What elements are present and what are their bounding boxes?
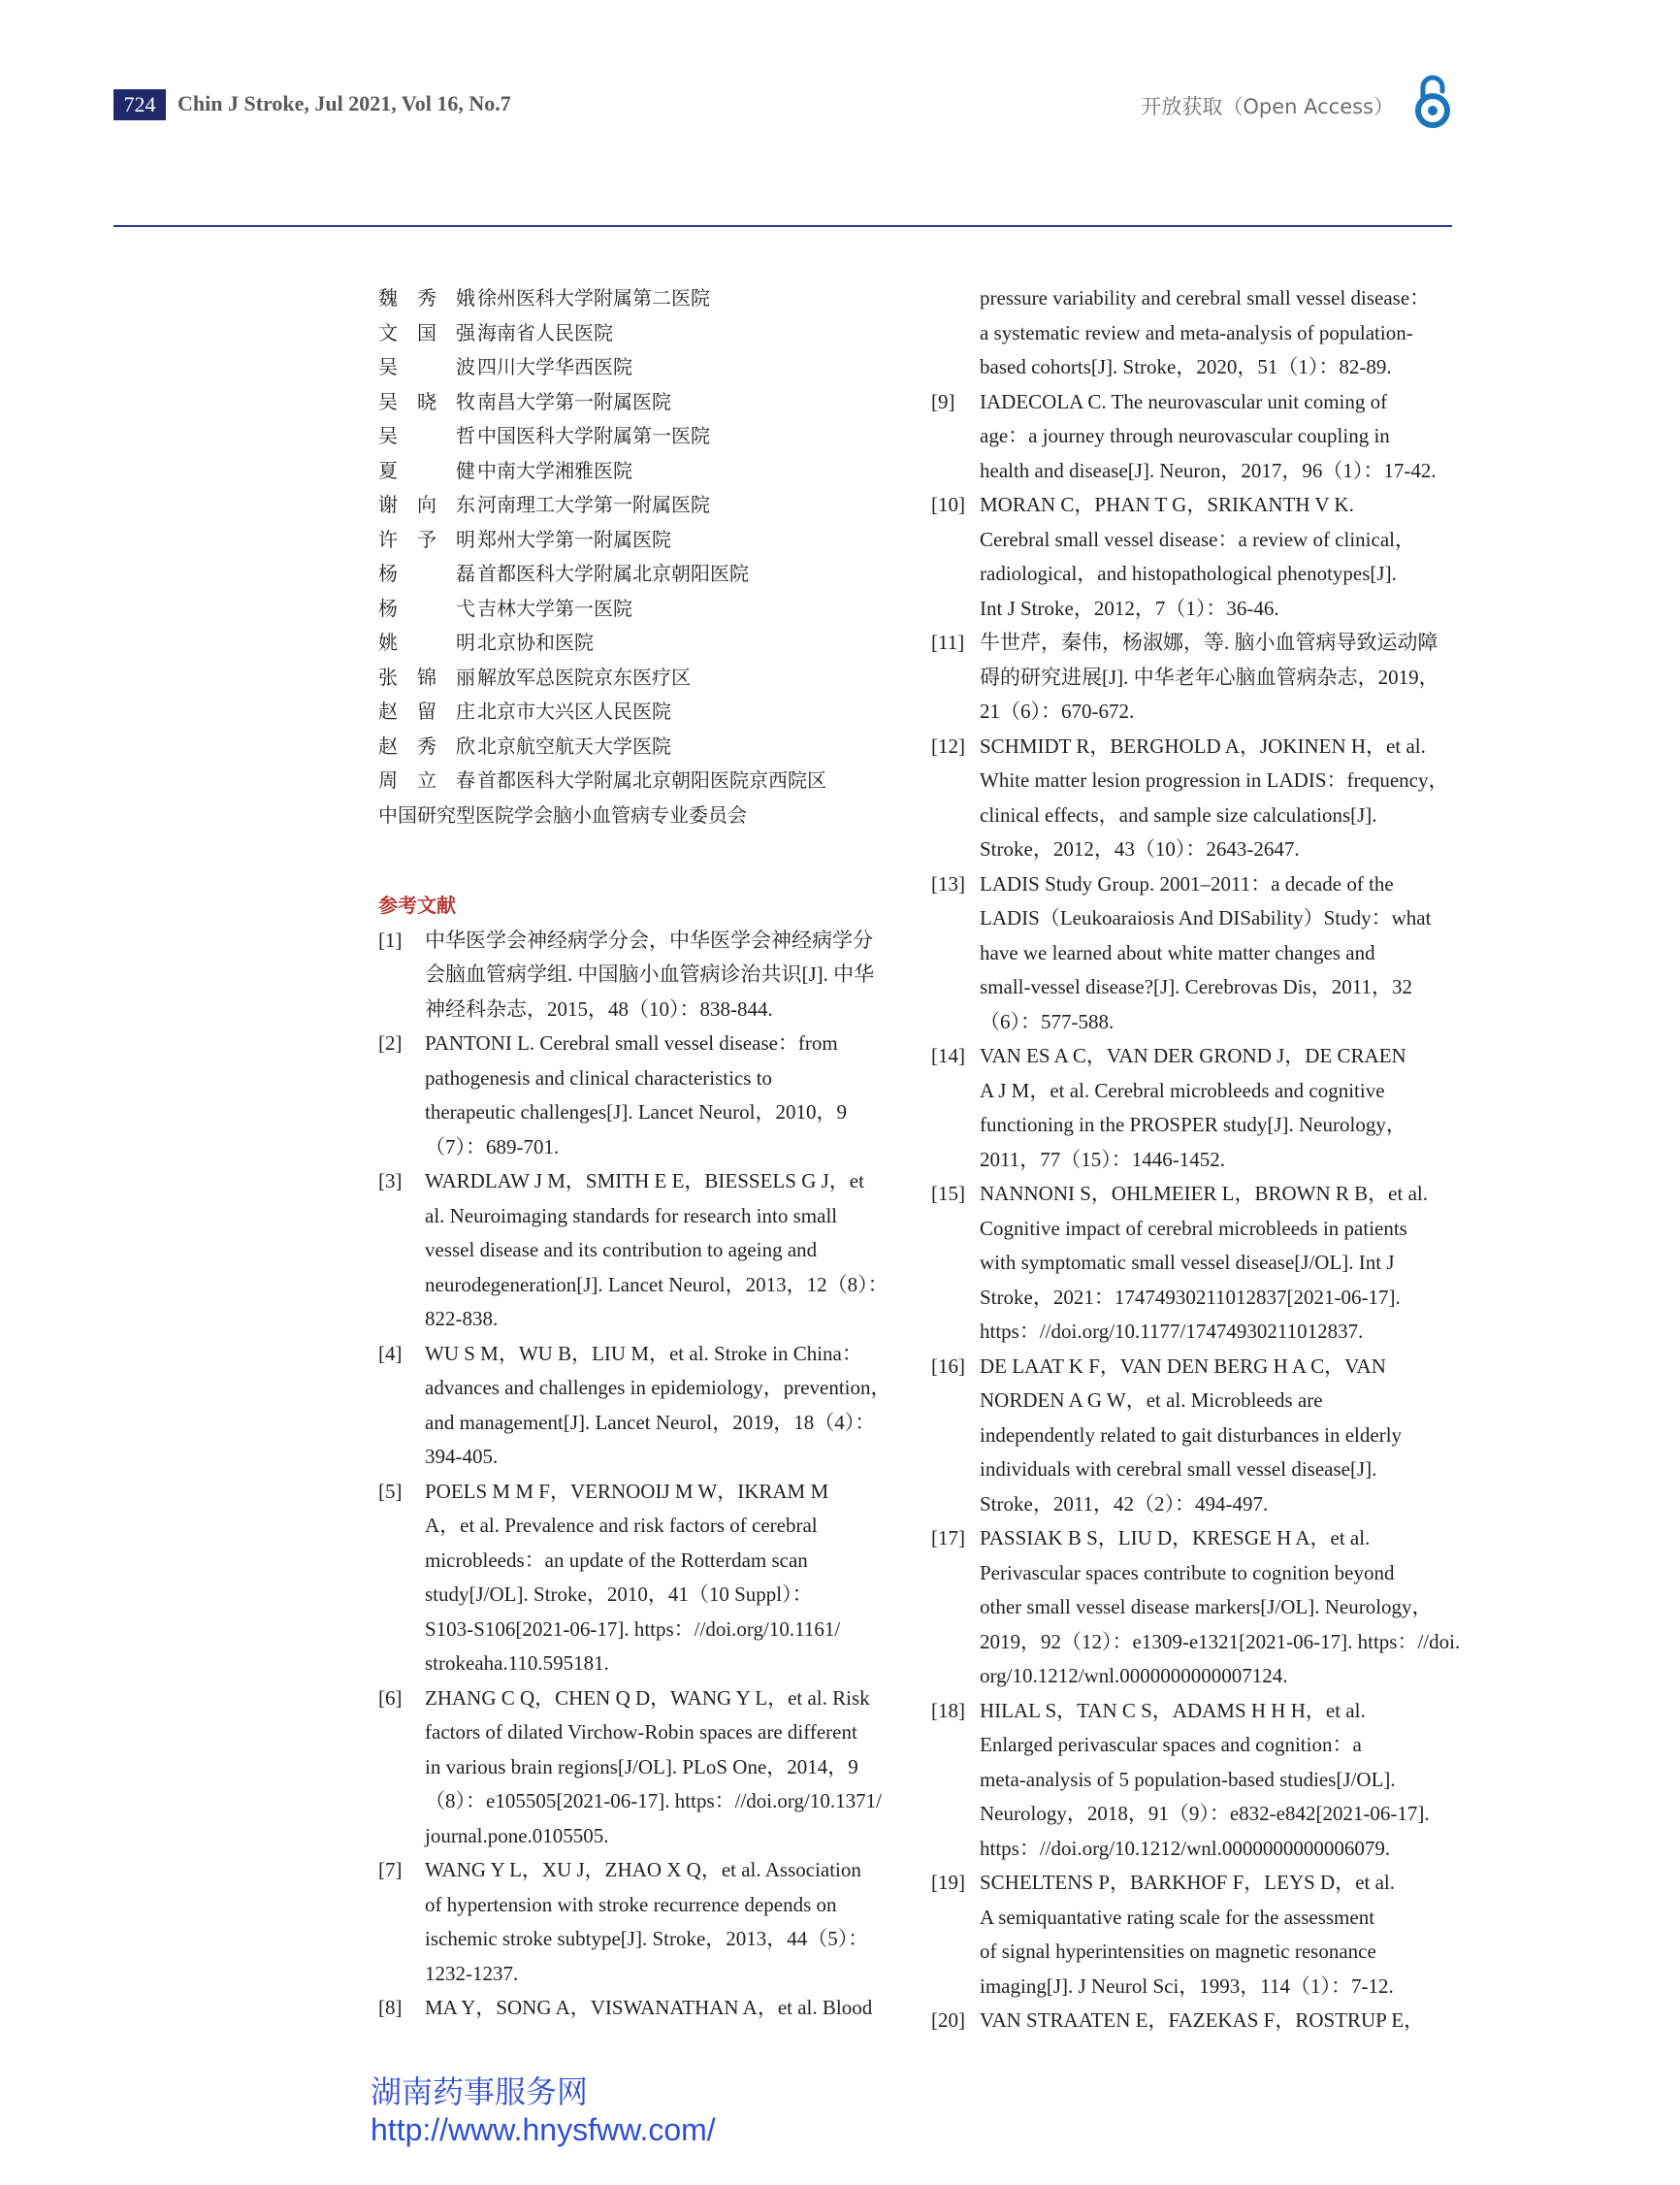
reference-line: 2011，77（15）：1446-1452.: [980, 1147, 1225, 1171]
reference-line: individuals with cerebral small vessel disease[J].: [980, 1457, 1377, 1481]
reference-line: LADIS Study Group. 2001–2011：a decade of the: [980, 871, 1394, 896]
reference-item: [378, 1027, 921, 1164]
reference-item: [378, 924, 921, 1027]
reference-line: 1232-1237.: [425, 1961, 519, 1985]
reference-item: [931, 1039, 1455, 1177]
reference-line: https：//doi.org/10.1177/17474930211012837.: [980, 1320, 1364, 1343]
reference-item: [378, 1337, 921, 1475]
reference-item: [378, 1681, 921, 1854]
reference-number: [18]: [931, 1698, 965, 1722]
journal-citation: Chin J Stroke, Jul 2021, Vol 16, No.7: [178, 91, 511, 115]
committee-member: [378, 661, 921, 696]
reference-number: [16]: [931, 1353, 965, 1378]
committee-member: [378, 419, 921, 454]
reference-list-right: [931, 385, 1461, 2038]
reference-line: meta-analysis of 5 population-based studies[J/OL].: [980, 1767, 1396, 1791]
reference-text: [980, 385, 1455, 489]
page-header: [113, 85, 1452, 124]
reference-line: Stroke，2021：17474930211012837[2021-06-17].: [980, 1285, 1401, 1309]
reference-item: [931, 1177, 1455, 1350]
reference-line: advances and challenges in epidemiology，prevention，: [425, 1376, 891, 1399]
reference-number: [6]: [378, 1685, 403, 1710]
reference-text: [980, 1039, 1455, 1177]
header-rule: [113, 225, 1452, 227]
reference-list-left: [378, 924, 921, 2026]
reference-line: age：a journey through neurovascular coupling in: [980, 424, 1390, 447]
reference-line: 822-838.: [425, 1307, 499, 1330]
member-name: 许予明: [378, 527, 475, 551]
watermark-url[interactable]: http://www.hnysfww.com/: [371, 2112, 716, 2147]
reference-text: [980, 1866, 1455, 2004]
member-affiliation: 中国医科大学附属第一医院: [477, 424, 710, 447]
reference-number: [19]: [931, 1871, 965, 1894]
reference-line: White matter lesion progression in LADIS：frequency，: [980, 768, 1449, 792]
reference-line: Stroke，2012，43（10）：2643-2647.: [980, 837, 1300, 861]
reference-line: journal.pone.0105505.: [425, 1823, 609, 1847]
reference-line: WANG Y L，XU J，ZHAO X Q，et al. Association: [425, 1858, 861, 1881]
member-name: 吴 波: [378, 355, 475, 378]
reference-item: [931, 385, 1455, 489]
reference-item: [931, 1521, 1461, 1694]
reference-text: [425, 1337, 921, 1475]
reference-line: MORAN C，PHAN T G，SRIKANTH V K.: [980, 493, 1354, 516]
reference-text: [980, 2004, 1455, 2038]
reference-text: [425, 1681, 921, 1854]
reference-text: [425, 1164, 921, 1337]
member-affiliation: 首都医科大学附属北京朝阳医院: [477, 562, 749, 585]
reference-line: A semiquantative rating scale for the assessment: [980, 1905, 1375, 1929]
reference-item: [378, 1475, 921, 1681]
reference-number: [13]: [931, 871, 965, 896]
member-name: 赵秀欣: [378, 734, 475, 758]
reference-item: [931, 730, 1455, 867]
references-heading: 参考文献: [378, 894, 456, 917]
reference-item: [378, 1853, 921, 1991]
reference-item: [931, 1866, 1455, 2004]
left-column: [378, 281, 921, 2026]
reference-line: small-vessel disease?[J]. Cerebrovas Dis，2011，32: [980, 975, 1412, 998]
member-affiliation: 海南省人民医院: [477, 320, 613, 344]
reference-line: NORDEN A G W，et al. Microbleeds are: [980, 1388, 1323, 1412]
reference-line: Neurology，2018，91（9）：e832-e842[2021-06-17].: [980, 1802, 1430, 1825]
reference-line: 21（6）：670-672.: [980, 700, 1135, 723]
reference-line: imaging[J]. J Neurol Sci，1993，114（1）：7-12.: [980, 1973, 1394, 1998]
member-affiliation: 北京航空航天大学医院: [477, 734, 671, 758]
reference-line: NANNONI S，OHLMEIER L，BROWN R B，et al.: [980, 1182, 1428, 1205]
reference-line: 碍的研究进展[J]. 中华老年心脑血管病杂志，2019，: [980, 665, 1439, 689]
reference-number: [8]: [378, 1996, 403, 2019]
reference-number: [14]: [931, 1044, 965, 1067]
reference-line: 2019，92（12）：e1309-e1321[2021-06-17]. https：//doi.: [980, 1629, 1461, 1653]
reference-line: pathogenesis and clinical characteristics to: [425, 1065, 773, 1090]
reference-line: POELS M M F，VERNOOIJ M W，IKRAM M: [425, 1479, 829, 1503]
reference-line: with symptomatic small vessel disease[J/OL]. Int J: [980, 1251, 1395, 1274]
reference-item: [931, 488, 1455, 626]
reference-line: LADIS（Leukoaraiosis And DISability）Study：what: [980, 906, 1432, 929]
reference-line: IADECOLA C. The neurovascular unit coming of: [980, 389, 1388, 413]
reference-line: have we learned about white matter changes and: [980, 940, 1375, 964]
reference-text: [980, 867, 1455, 1040]
reference-line: HILAL S，TAN C S，ADAMS H H H，et al.: [980, 1698, 1366, 1722]
member-affiliation: 徐州医科大学附属第二医院: [477, 286, 710, 310]
reference-line: independently related to gait disturbances in elderly: [980, 1422, 1403, 1447]
committee-member: [378, 626, 921, 661]
reference-line: 中华医学会神经病学分会，中华医学会神经病学分: [425, 928, 873, 952]
reference-item: [931, 626, 1455, 730]
reference-line: Perivascular spaces contribute to cognition beyond: [980, 1560, 1395, 1584]
reference-line: therapeutic challenges[J]. Lancet Neurol，2010，9: [425, 1100, 848, 1124]
reference-line: https：//doi.org/10.1212/wnl.0000000000006079.: [980, 1836, 1391, 1860]
member-name: 周立春: [378, 768, 475, 792]
reference-line: VAN ES A C，VAN DER GROND J，DE CRAEN: [980, 1044, 1406, 1067]
reference-line: S103-S106[2021-06-17]. https：//doi.org/10.1161/: [425, 1616, 841, 1641]
reference-text: [425, 924, 921, 1027]
member-name: 杨 磊: [378, 562, 475, 585]
reference-line: ischemic stroke subtype[J]. Stroke，2013，44（5）：: [425, 1927, 869, 1950]
reference-line: radiological，and histopathological phenotypes[J].: [980, 562, 1397, 585]
reference-number: [10]: [931, 493, 965, 516]
reference-line: strokeaha.110.595181.: [425, 1651, 609, 1675]
committee-member: [378, 730, 921, 765]
committee-member: [378, 695, 921, 730]
reference-line: DE LAAT K F，VAN DEN BERG H A C，VAN: [980, 1353, 1386, 1378]
reference-line: A，et al. Prevalence and risk factors of cerebral: [425, 1514, 818, 1537]
reference-line: A J M，et al. Cerebral microbleeds and cognitive: [980, 1078, 1385, 1102]
reference-number: [11]: [931, 631, 965, 654]
reference-text: [980, 1177, 1455, 1350]
reference-line: of hypertension with stroke recurrence depends on: [425, 1892, 837, 1916]
reference-text: [980, 1350, 1455, 1522]
member-affiliation: 北京协和医院: [477, 631, 594, 654]
reference-line: other small vessel disease markers[J/OL]. Neurology，: [980, 1595, 1433, 1618]
reference-line: 394-405.: [425, 1445, 499, 1468]
reference-line: 神经科杂志，2015，48（10）：838-844.: [425, 996, 773, 1021]
reference-text: [980, 1694, 1455, 1867]
reference-line: PANTONI L. Cerebral small vessel disease：from: [425, 1031, 838, 1055]
reference-line: WU S M，WU B，LIU M，et al. Stroke in China：: [425, 1341, 862, 1365]
watermark-site-name: 湖南药事服务网: [371, 2073, 589, 2110]
open-access-label: 开放获取（Open Access）: [1141, 95, 1394, 118]
reference-line: PASSIAK B S，LIU D，KRESGE H A，et al.: [980, 1526, 1371, 1549]
committee-member: [378, 454, 921, 489]
reference-text: [980, 1521, 1460, 1694]
reference-line: study[J/OL]. Stroke，2010，41（10 Suppl）：: [425, 1582, 813, 1606]
reference-line: SCHELTENS P，BARKHOF F，LEYS D，et al.: [980, 1871, 1396, 1894]
reference-continuation: [931, 281, 1455, 385]
reference-line: neurodegeneration[J]. Lancet Neurol，2013，12（8）：: [425, 1272, 888, 1296]
reference-line: al. Neuroimaging standards for research into small: [425, 1203, 838, 1227]
committee-member: [378, 764, 921, 799]
member-affiliation: 南昌大学第一附属医院: [477, 389, 671, 413]
reference-line: vessel disease and its contribution to ageing and: [425, 1238, 818, 1261]
reference-line: SCHMIDT R，BERGHOLD A，JOKINEN H，et al.: [980, 734, 1426, 758]
reference-line: Cognitive impact of cerebral microbleeds in patients: [980, 1216, 1407, 1240]
watermark: [371, 2072, 716, 2148]
reference-line: MA Y，SONG A，VISWANATHAN A，et al. Blood: [425, 1996, 873, 2019]
committee-member: [378, 385, 921, 420]
committee-name: 中国研究型医院学会脑小血管病专业委员会: [378, 802, 747, 827]
member-name: 张锦丽: [378, 665, 475, 689]
reference-line: org/10.1212/wnl.0000000000007124.: [980, 1664, 1288, 1687]
page-number: 724: [113, 89, 166, 120]
member-affiliation: 中南大学湘雅医院: [477, 458, 632, 482]
reference-text: [425, 1475, 921, 1681]
reference-line: clinical effects，and sample size calculations[J].: [980, 802, 1377, 827]
reference-item: [931, 1694, 1455, 1867]
reference-number: [20]: [931, 2008, 965, 2032]
reference-text: [425, 1991, 921, 2026]
reference-number: [17]: [931, 1526, 965, 1549]
committee-member: [378, 592, 921, 627]
reference-line: microbleeds：an update of the Rotterdam scan: [425, 1548, 808, 1572]
reference-item: [378, 1991, 921, 2026]
reference-line: of signal hyperintensities on magnetic resonance: [980, 1940, 1376, 1963]
reference-line: Enlarged perivascular spaces and cognition：a: [980, 1733, 1362, 1756]
member-name: 魏秀娥: [378, 286, 475, 310]
reference-line: （8）：e105505[2021-06-17]. https：//doi.org/10.1371/: [425, 1789, 882, 1812]
member-affiliation: 四川大学华西医院: [477, 355, 632, 378]
reference-number: [12]: [931, 734, 965, 758]
member-name: 赵留庄: [378, 700, 475, 723]
reference-line: VAN STRAATEN E，FAZEKAS F，ROSTRUP E，: [980, 2008, 1425, 2032]
reference-line: WARDLAW J M，SMITH E E，BIESSELS G J，et: [425, 1169, 864, 1192]
reference-line: ZHANG C Q，CHEN Q D，WANG Y L，et al. Risk: [425, 1685, 870, 1710]
open-access-lock-icon: [1413, 74, 1452, 128]
reference-line: a systematic review and meta-analysis of population-: [980, 320, 1413, 344]
reference-number: [7]: [378, 1858, 403, 1881]
member-name: 谢向东: [378, 493, 475, 516]
reference-line: based cohorts[J]. Stroke，2020，51（1）：82-89.: [980, 355, 1392, 378]
reference-line: （7）：689-701.: [425, 1134, 560, 1158]
reference-text: [980, 626, 1455, 730]
reference-text: [980, 730, 1455, 867]
reference-item: [931, 1350, 1455, 1522]
member-affiliation: 解放军总医院京东医疗区: [477, 665, 691, 689]
member-affiliation: 河南理工大学第一附属医院: [477, 493, 710, 516]
reference-text: [980, 488, 1455, 626]
right-column: [931, 281, 1461, 2038]
committee-member: [378, 316, 921, 351]
committee-member: [378, 557, 921, 592]
member-name: 姚 明: [378, 631, 475, 654]
committee-member-list: [378, 281, 921, 799]
reference-line: and management[J]. Lancet Neurol，2019，18（4）：: [425, 1410, 876, 1434]
member-affiliation: 首都医科大学附属北京朝阳医院京西院区: [477, 768, 826, 792]
member-name: 文国强: [378, 320, 475, 344]
reference-line: （6）：577-588.: [980, 1009, 1115, 1033]
reference-number: [4]: [378, 1341, 403, 1365]
reference-item: [931, 2004, 1455, 2038]
reference-item: [931, 867, 1455, 1040]
reference-line: Cerebral small vessel disease：a review of clinical，: [980, 527, 1415, 551]
committee-member: [378, 350, 921, 385]
reference-text: [425, 1853, 921, 1991]
reference-line: Int J Stroke，2012，7（1）：36-46.: [980, 596, 1279, 620]
committee-member: [378, 523, 921, 558]
reference-number: [1]: [378, 928, 403, 952]
reference-line: pressure variability and cerebral small vessel disease：: [980, 286, 1431, 310]
member-name: 夏 健: [378, 458, 475, 482]
reference-line: health and disease[J]. Neuron，2017，96（1）：17-42.: [980, 458, 1437, 482]
reference-line: 牛世芹，秦伟，杨淑娜，等. 脑小血管病导致运动障: [980, 631, 1438, 654]
reference-number: [3]: [378, 1169, 403, 1192]
member-affiliation: 吉林大学第一医院: [477, 596, 632, 620]
reference-line: 会脑血管病学组. 中国脑小血管病诊治共识[J]. 中华: [425, 962, 875, 986]
committee-member: [378, 488, 921, 523]
reference-line: functioning in the PROSPER study[J]. Neurology，: [980, 1113, 1406, 1136]
member-name: 杨 弋: [378, 596, 475, 620]
reference-text: [425, 1027, 921, 1164]
reference-line: factors of dilated Virchow-Robin spaces are different: [425, 1720, 857, 1744]
member-affiliation: 郑州大学第一附属医院: [477, 527, 671, 551]
member-affiliation: 北京市大兴区人民医院: [477, 700, 671, 723]
reference-line: in various brain regions[J/OL]. PLoS One，2014，9: [425, 1754, 858, 1778]
reference-number: [15]: [931, 1182, 965, 1205]
member-name: 吴 哲: [378, 424, 475, 447]
member-name: 吴晓牧: [378, 389, 475, 413]
reference-number: [2]: [378, 1031, 403, 1055]
reference-line: Stroke，2011，42（2）：494-497.: [980, 1491, 1269, 1516]
reference-item: [378, 1164, 921, 1337]
reference-number: [5]: [378, 1479, 403, 1503]
committee-member: [378, 281, 921, 316]
reference-number: [9]: [931, 389, 955, 413]
